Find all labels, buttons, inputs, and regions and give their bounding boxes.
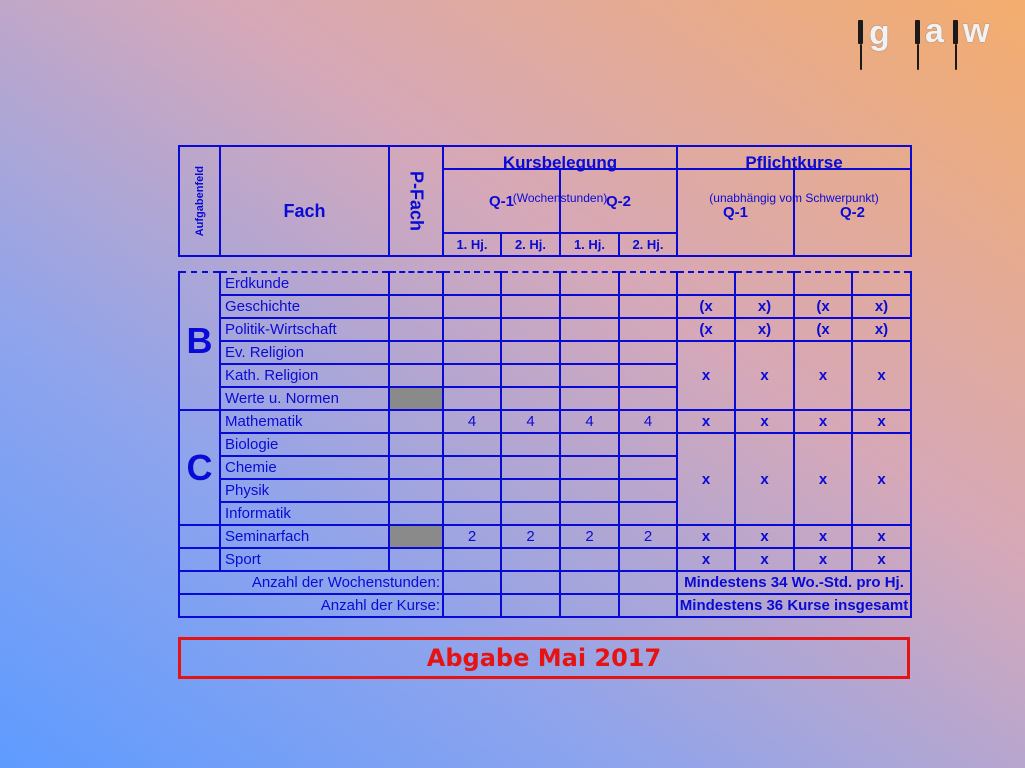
cell-pfach[interactable] [389, 410, 443, 433]
cell-hours[interactable] [443, 548, 501, 571]
cell-mark: x [794, 548, 852, 571]
cell-mark: x [677, 433, 735, 525]
cell-hours[interactable] [619, 387, 677, 410]
cell-mark: x [852, 341, 911, 410]
course-plan-table [178, 145, 912, 618]
cell-hours[interactable] [560, 433, 619, 456]
note-wochenstunden: Mindestens 34 Wo.-Std. pro Hj. [677, 571, 911, 594]
cell-mark [794, 272, 852, 295]
total-courses[interactable] [560, 594, 619, 617]
header-q2-hj2: 2. Hj. [619, 233, 677, 256]
cell-mark: x [735, 525, 794, 548]
total-hours[interactable] [443, 571, 501, 594]
cell-mark [735, 272, 794, 295]
cell-mark: x [677, 548, 735, 571]
cell-hours[interactable] [443, 272, 501, 295]
table-row [179, 272, 911, 295]
table-row [179, 594, 911, 617]
cell-pfach[interactable] [389, 456, 443, 479]
cell-mark: x) [735, 295, 794, 318]
subject-politik: Politik-Wirtschaft [220, 318, 389, 341]
cell-hours[interactable] [501, 548, 560, 571]
cell-hours[interactable]: 2 [501, 525, 560, 548]
cell-pfach[interactable] [389, 318, 443, 341]
total-courses[interactable] [443, 594, 501, 617]
cell-mark: x) [852, 295, 911, 318]
table-row [179, 433, 911, 456]
cell-hours[interactable] [443, 479, 501, 502]
cell-mark: x [735, 548, 794, 571]
cell-mark: (x [794, 318, 852, 341]
cell-hours[interactable] [443, 364, 501, 387]
cell-mark: x [852, 410, 911, 433]
cell-hours[interactable] [560, 479, 619, 502]
cell-hours[interactable] [443, 341, 501, 364]
cell-mark: x [794, 341, 852, 410]
cell-hours[interactable] [619, 479, 677, 502]
cell-hours[interactable] [619, 341, 677, 364]
cell-hours[interactable]: 4 [501, 410, 560, 433]
logo-bar-1 [858, 20, 863, 44]
cell-hours[interactable]: 4 [560, 410, 619, 433]
cell-mark: x [794, 410, 852, 433]
header-kursbelegung: Kursbelegung (Wochenstunden) [443, 146, 677, 169]
subject-kath-religion: Kath. Religion [220, 364, 389, 387]
subject-geschichte: Geschichte [220, 295, 389, 318]
group-label-b: B [179, 272, 220, 410]
cell-hours[interactable] [443, 502, 501, 525]
header-pk-q2: Q-2 [794, 169, 911, 256]
cell-mark: x [677, 341, 735, 410]
subject-biologie: Biologie [220, 433, 389, 456]
table-row [179, 341, 911, 364]
cell-mark: (x [794, 295, 852, 318]
subject-physik: Physik [220, 479, 389, 502]
cell-mark: x [677, 525, 735, 548]
submission-deadline-banner: Abgabe Mai 2017 [178, 637, 910, 679]
table-row [179, 548, 911, 571]
cell-hours[interactable]: 4 [443, 410, 501, 433]
cell-hours[interactable] [501, 364, 560, 387]
cell-hours[interactable] [501, 502, 560, 525]
cell-mark: x) [852, 318, 911, 341]
cell-hours[interactable] [619, 364, 677, 387]
cell-mark: x [677, 410, 735, 433]
cell-pfach[interactable] [389, 295, 443, 318]
subject-ev-religion: Ev. Religion [220, 341, 389, 364]
cell-hours[interactable] [443, 433, 501, 456]
cell-hours[interactable] [619, 548, 677, 571]
cell-mark: x [794, 433, 852, 525]
cell-hours[interactable] [443, 456, 501, 479]
cell-hours[interactable] [619, 272, 677, 295]
subject-mathematik: Mathematik [220, 410, 389, 433]
cell-hours[interactable] [560, 364, 619, 387]
table-row [179, 410, 911, 433]
cell-hours[interactable] [560, 341, 619, 364]
cell-hours[interactable] [560, 295, 619, 318]
note-kurse: Mindestens 36 Kurse insgesamt [677, 594, 911, 617]
cell-hours[interactable] [560, 548, 619, 571]
cell-hours[interactable] [501, 387, 560, 410]
cell-hours[interactable] [619, 295, 677, 318]
cell-hours[interactable]: 2 [560, 525, 619, 548]
cell-mark: (x [677, 295, 735, 318]
cell-pfach-blocked [389, 387, 443, 410]
logo-bar-3 [953, 20, 958, 44]
table-row [179, 318, 911, 341]
label-anzahl-wochenstunden: Anzahl der Wochenstunden: [179, 571, 443, 594]
cell-hours[interactable] [619, 502, 677, 525]
cell-mark: x) [735, 318, 794, 341]
header-pflichtkurse: Pflichtkurse (unabhängig vom Schwerpunkt) [677, 146, 911, 169]
cell-mark: x [852, 525, 911, 548]
cell-hours[interactable] [560, 502, 619, 525]
subject-seminarfach: Seminarfach [220, 525, 389, 548]
logo-bar-3-stem [955, 44, 957, 70]
subject-sport: Sport [220, 548, 389, 571]
cell-pfach-blocked [389, 525, 443, 548]
table-row [179, 295, 911, 318]
cell-mark [852, 272, 911, 295]
cell-hours[interactable] [619, 433, 677, 456]
cell-hours[interactable] [501, 341, 560, 364]
cell-mark: x [852, 548, 911, 571]
logo-bar-2 [915, 20, 920, 44]
cell-mark: (x [677, 318, 735, 341]
cell-hours[interactable] [560, 387, 619, 410]
table-row [179, 525, 911, 548]
logo-letter-a: a [925, 12, 944, 50]
cell-pfach[interactable] [389, 548, 443, 571]
cell-hours[interactable] [560, 318, 619, 341]
cell-hours[interactable]: 4 [619, 410, 677, 433]
cell-hours[interactable] [619, 318, 677, 341]
cell-pfach[interactable] [389, 364, 443, 387]
logo-bar-1-stem [860, 44, 862, 70]
cell-mark: x [735, 341, 794, 410]
subject-werte: Werte u. Normen [220, 387, 389, 410]
header-fach: Fach [220, 146, 389, 256]
cell-pfach[interactable] [389, 479, 443, 502]
group-label-empty [179, 525, 220, 548]
cell-hours[interactable] [501, 479, 560, 502]
total-hours[interactable] [619, 571, 677, 594]
header-kb-q2: Q-2 [560, 169, 677, 233]
total-courses[interactable] [501, 594, 560, 617]
cell-pfach[interactable] [389, 502, 443, 525]
header-q1-hj2: 2. Hj. [501, 233, 560, 256]
cell-hours[interactable] [443, 318, 501, 341]
logo-letter-g: g [869, 14, 890, 52]
logo-bar-2-stem [917, 44, 919, 70]
header-aufgabenfeld: Aufgabenfeld [179, 146, 220, 256]
cell-hours[interactable] [619, 456, 677, 479]
subject-chemie: Chemie [220, 456, 389, 479]
cell-mark: x [794, 525, 852, 548]
group-label-c: C [179, 410, 220, 525]
cell-hours[interactable] [443, 387, 501, 410]
cell-mark: x [852, 433, 911, 525]
header-pk-q1: Q-1 [677, 169, 794, 256]
label-anzahl-kurse: Anzahl der Kurse: [179, 594, 443, 617]
cell-mark: x [735, 410, 794, 433]
header-kb-q1: Q-1 [443, 169, 560, 233]
table-row [179, 571, 911, 594]
header-q2-hj1: 1. Hj. [560, 233, 619, 256]
cell-hours[interactable] [501, 295, 560, 318]
header-q1-hj1: 1. Hj. [443, 233, 501, 256]
gaw-logo [855, 8, 1025, 78]
total-hours[interactable] [560, 571, 619, 594]
subject-erdkunde: Erdkunde [220, 272, 389, 295]
cell-hours[interactable] [501, 272, 560, 295]
header-pfach: P-Fach [389, 146, 443, 256]
cell-mark [677, 272, 735, 295]
cell-pfach[interactable] [389, 341, 443, 364]
header-spacer [179, 256, 911, 272]
total-hours[interactable] [501, 571, 560, 594]
cell-hours[interactable] [443, 295, 501, 318]
cell-hours[interactable] [560, 456, 619, 479]
subject-informatik: Informatik [220, 502, 389, 525]
cell-hours[interactable]: 2 [619, 525, 677, 548]
cell-pfach[interactable] [389, 433, 443, 456]
cell-mark: x [735, 433, 794, 525]
total-courses[interactable] [619, 594, 677, 617]
cell-hours[interactable] [560, 272, 619, 295]
logo-letter-w: w [963, 12, 990, 50]
cell-pfach[interactable] [389, 272, 443, 295]
cell-hours[interactable] [501, 433, 560, 456]
group-label-empty [179, 548, 220, 571]
cell-hours[interactable]: 2 [443, 525, 501, 548]
cell-hours[interactable] [501, 456, 560, 479]
cell-hours[interactable] [501, 318, 560, 341]
